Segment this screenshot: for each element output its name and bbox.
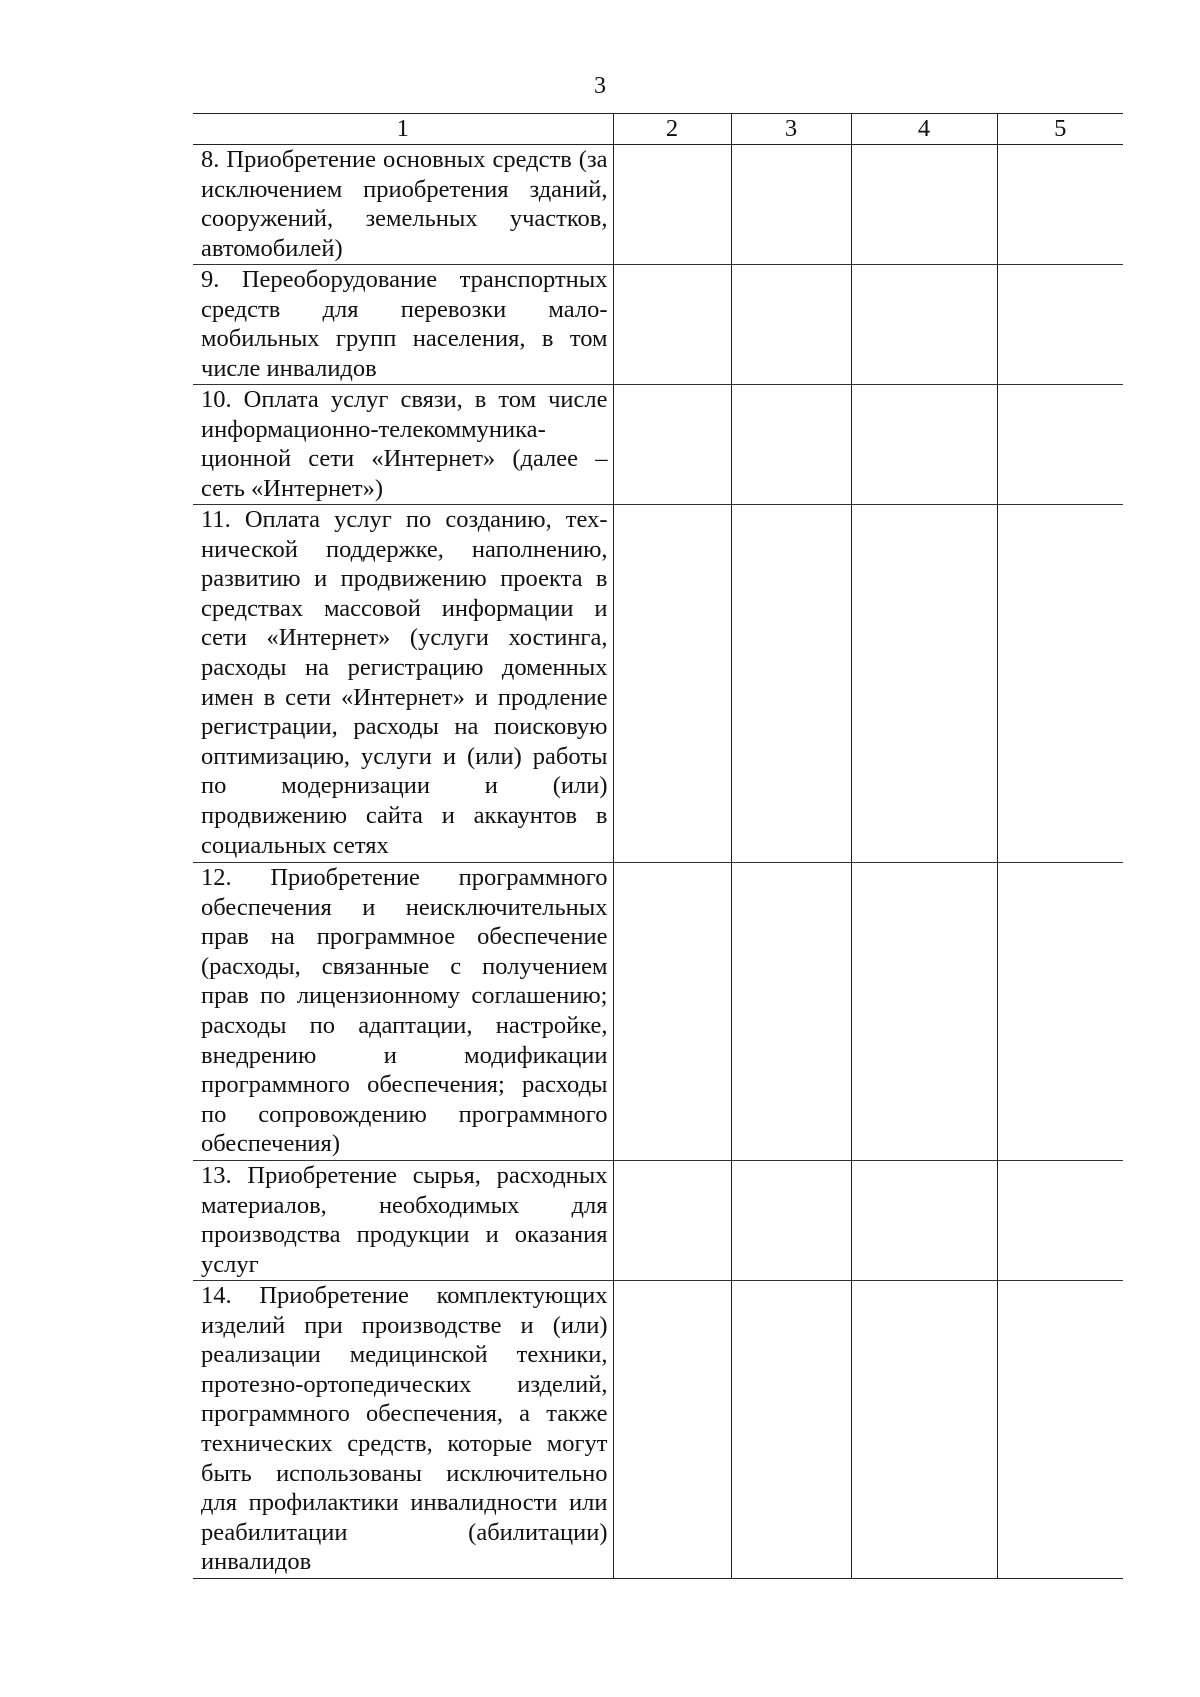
table-header <box>193 114 1123 145</box>
column-header-3: 3 <box>731 114 851 145</box>
table-cell <box>731 265 851 385</box>
header-row <box>193 114 1123 145</box>
row-description: 10. Оплата услуг связи, в том числе информационно-телекоммуникационной сети «Интернет» (далее – сеть «Интернет») <box>193 385 613 505</box>
table-cell <box>731 863 851 1161</box>
table-cell <box>851 1161 997 1281</box>
table-cell <box>731 505 851 863</box>
table-cell <box>851 505 997 863</box>
page-number: 3 <box>594 73 606 99</box>
table-cell <box>613 145 731 265</box>
table-row <box>193 265 1123 385</box>
table-row <box>193 1161 1123 1281</box>
row-description: 14. Приобретение комплектующих изделий при производстве и (или) реализации медицинской техники, протезно-ортопедических изделий, программного обеспечения, а также технических средств, которые могут быть использованы исключительно для профилактики инвалидности или реабилитации (абилитации) инвалидов <box>193 1281 613 1579</box>
table-cell <box>731 1161 851 1281</box>
table-cell <box>997 1281 1123 1579</box>
table-cell <box>613 1281 731 1579</box>
row-description: 8. Приобретение основных средств (за исключением приобретения зданий, сооружений, земельных участков, автомобилей) <box>193 145 613 265</box>
table-cell <box>613 505 731 863</box>
table-cell <box>613 1161 731 1281</box>
table-cell <box>851 385 997 505</box>
table-cell <box>851 265 997 385</box>
row-description: 9. Переоборудование транспортных средств для перевозки маломобильных групп населения, в том числе инвалидов <box>193 265 613 385</box>
table-cell <box>997 863 1123 1161</box>
table-cell <box>731 385 851 505</box>
table-cell <box>851 1281 997 1579</box>
column-header-1: 1 <box>193 114 613 145</box>
expense-table <box>193 113 1123 1579</box>
table-cell <box>997 505 1123 863</box>
table-row <box>193 505 1123 863</box>
table-cell <box>851 145 997 265</box>
table-cell <box>851 863 997 1161</box>
row-description: 12. Приобретение программного обеспечения и неисключительных прав на программное обеспечение (расходы, связанные с получением прав по лицензионному соглашению; расходы по адаптации, настройке, внедрению и модификации программного обеспечения; расходы по сопровождению программного обеспечения) <box>193 863 613 1161</box>
row-description: 13. Приобретение сырья, расходных материалов, необходимых для производства продукции и оказания услуг <box>193 1161 613 1281</box>
column-header-2: 2 <box>613 114 731 145</box>
table-row <box>193 863 1123 1161</box>
table-cell <box>613 863 731 1161</box>
column-header-5: 5 <box>997 114 1123 145</box>
table-row <box>193 1281 1123 1579</box>
table-cell <box>997 385 1123 505</box>
table-cell <box>613 385 731 505</box>
table-cell <box>997 1161 1123 1281</box>
column-header-4: 4 <box>851 114 997 145</box>
table-row <box>193 385 1123 505</box>
table-cell <box>997 145 1123 265</box>
table-row <box>193 145 1123 265</box>
table-cell <box>613 265 731 385</box>
table-cell <box>997 265 1123 385</box>
table-cell <box>731 145 851 265</box>
row-description: 11. Оплата услуг по созданию, технической поддержке, наполнению, развитию и продвижению проекта в средствах массовой информации и сети «Интернет» (услуги хостинга, расходы на регистрацию доменных имен в сети «Интернет» и продление регистрации, расходы на поисковую оптимизацию, услуги и (или) работы по модернизации и (или) продвижению сайта и аккаунтов в социальных сетях <box>193 505 613 863</box>
table-cell <box>731 1281 851 1579</box>
table-body <box>193 145 1123 1579</box>
